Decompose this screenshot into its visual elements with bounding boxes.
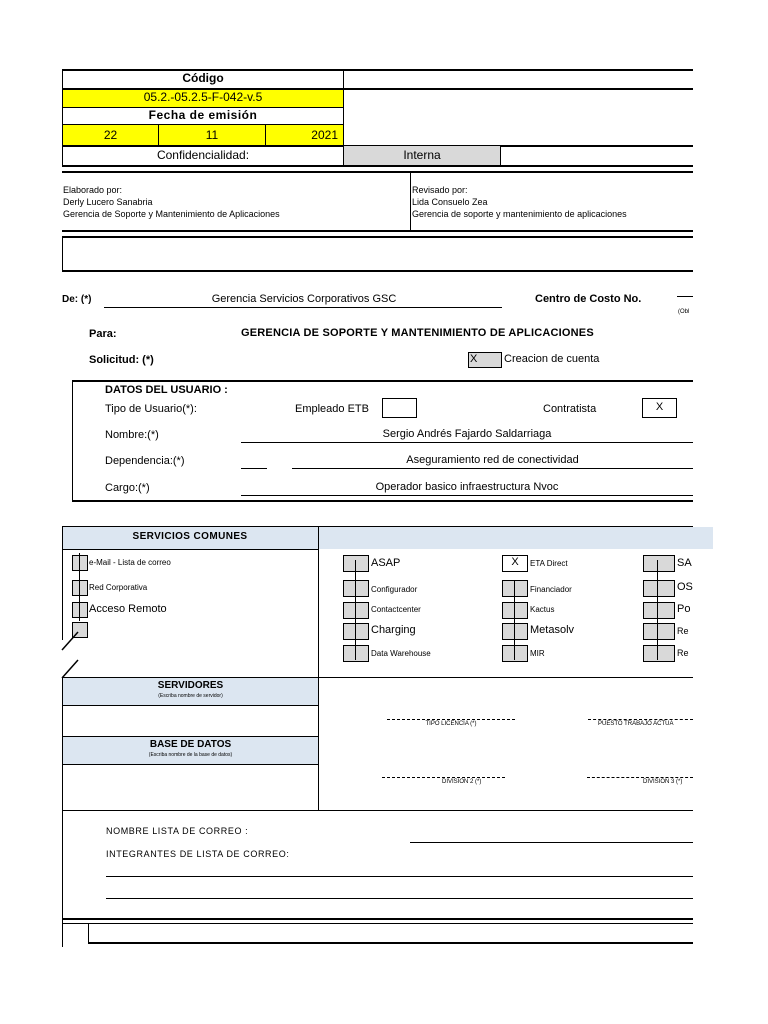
dependencia-label: Dependencia:(*) <box>105 455 185 467</box>
tipo-usuario-label: Tipo de Usuario(*): <box>105 403 197 415</box>
codigo-value: 05.2.-05.2.5-F-042-v.5 <box>143 90 263 104</box>
nombre-value[interactable]: Sergio Andrés Fajardo Saldarriaga <box>382 428 552 440</box>
solicitud-option: Creacion de cuenta <box>504 353 600 365</box>
servicio-re-2: Re <box>677 648 689 658</box>
bd-title: BASE DE DATOS <box>149 739 232 750</box>
tipo-licencia-label: TIPO LICENCIA (*) <box>425 721 477 727</box>
empleado-label: Empleado ETB <box>295 403 369 415</box>
revisado-name: Lida Consuelo Zea <box>412 197 488 207</box>
division2-label: DIVISION 2 (*) <box>442 779 482 785</box>
servicio-po: Po <box>677 603 691 615</box>
codigo-label: Código <box>182 71 224 85</box>
centro-costo-label: Centro de Costo No. <box>535 293 642 305</box>
fecha-year: 2021 <box>311 128 338 142</box>
cargo-label: Cargo:(*) <box>105 482 150 494</box>
contratista-checkbox[interactable]: X <box>655 401 664 413</box>
contratista-label: Contratista <box>543 403 597 415</box>
servicio-sa: SA <box>677 557 692 569</box>
nombre-lista-label: NOMBRE LISTA DE CORREO : <box>106 826 249 836</box>
solicitud-label: Solicitud: (*) <box>89 354 154 366</box>
nombre-label: Nombre:(*) <box>105 429 159 441</box>
division3-label: DIVISION 3 (*) <box>643 779 683 785</box>
servicio-charging: Charging <box>371 624 416 636</box>
elaborado-area: Gerencia de Soporte y Mantenimiento de Aplicaciones <box>63 209 280 219</box>
para-label: Para: <box>89 328 117 340</box>
servidores-hint: (Escriba nombre de servidor) <box>158 693 223 699</box>
servicio-comun-acceso: Acceso Remoto <box>89 603 167 615</box>
servicio-comun-red: Red Corporativa <box>89 583 148 592</box>
puesto-trabajo-label: PUESTO TRABAJO ACTUA <box>598 721 674 727</box>
user-section-title: DATOS DEL USUARIO : <box>105 384 228 396</box>
servicio-contactcenter: Contactcenter <box>371 605 421 614</box>
servicio-os: OS <box>677 581 693 593</box>
servicio-kactus: Kactus <box>530 605 555 614</box>
fecha-label: Fecha de emisión <box>148 108 258 122</box>
servicio-re-1: Re <box>677 626 689 636</box>
confidencialidad-value: Interna <box>403 148 441 162</box>
servidores-title: SERVIDORES <box>157 680 224 691</box>
solicitud-checkbox[interactable]: X <box>470 353 478 365</box>
nombre-lista-field[interactable] <box>410 842 693 843</box>
obl-label: (Obl <box>678 309 690 315</box>
servicio-eta-direct: ETA Direct <box>530 559 568 568</box>
servicio-mir: MIR <box>530 649 545 658</box>
integrantes-label: INTEGRANTES DE LISTA DE CORREO: <box>106 849 290 859</box>
cargo-value[interactable]: Operador basico infraestructura Nvoc <box>375 481 559 493</box>
de-value[interactable]: Gerencia Servicios Corporativos GSC <box>211 293 397 305</box>
revisado-area: Gerencia de soporte y mantenimiento de aplicaciones <box>412 209 627 219</box>
revisado-label: Revisado por: <box>412 185 468 195</box>
servicio-metasolv: Metasolv <box>530 624 575 636</box>
confidencialidad-label: Confidencialidad: <box>156 148 250 162</box>
diagonal-mark <box>60 630 84 682</box>
servicio-configurador: Configurador <box>371 585 418 594</box>
servicios-comunes-title: SERVICIOS COMUNES <box>132 531 248 542</box>
bd-hint: (Escriba nombre de la base de datos) <box>148 752 233 758</box>
servicio-comun-email: e-Mail - Lista de correo <box>89 558 171 567</box>
elaborado-label: Elaborado por: <box>63 185 123 195</box>
fecha-month: 11 <box>205 128 219 142</box>
fecha-day: 22 <box>103 128 118 142</box>
servicio-data-warehouse: Data Warehouse <box>371 649 431 658</box>
servicio-asap: ASAP <box>371 557 401 569</box>
dependencia-value[interactable]: Aseguramiento red de conectividad <box>406 454 579 466</box>
elaborado-name: Derly Lucero Sanabria <box>63 197 153 207</box>
servicio-financiador: Financiador <box>530 585 572 594</box>
eta-direct-checkbox[interactable]: X <box>511 556 519 568</box>
para-value: GERENCIA DE SOPORTE Y MANTENIMIENTO DE APLICACIONES <box>241 327 594 339</box>
integrantes-line-2[interactable] <box>106 898 693 899</box>
integrantes-line-1[interactable] <box>106 876 693 877</box>
de-label: De: (*) <box>62 294 92 305</box>
